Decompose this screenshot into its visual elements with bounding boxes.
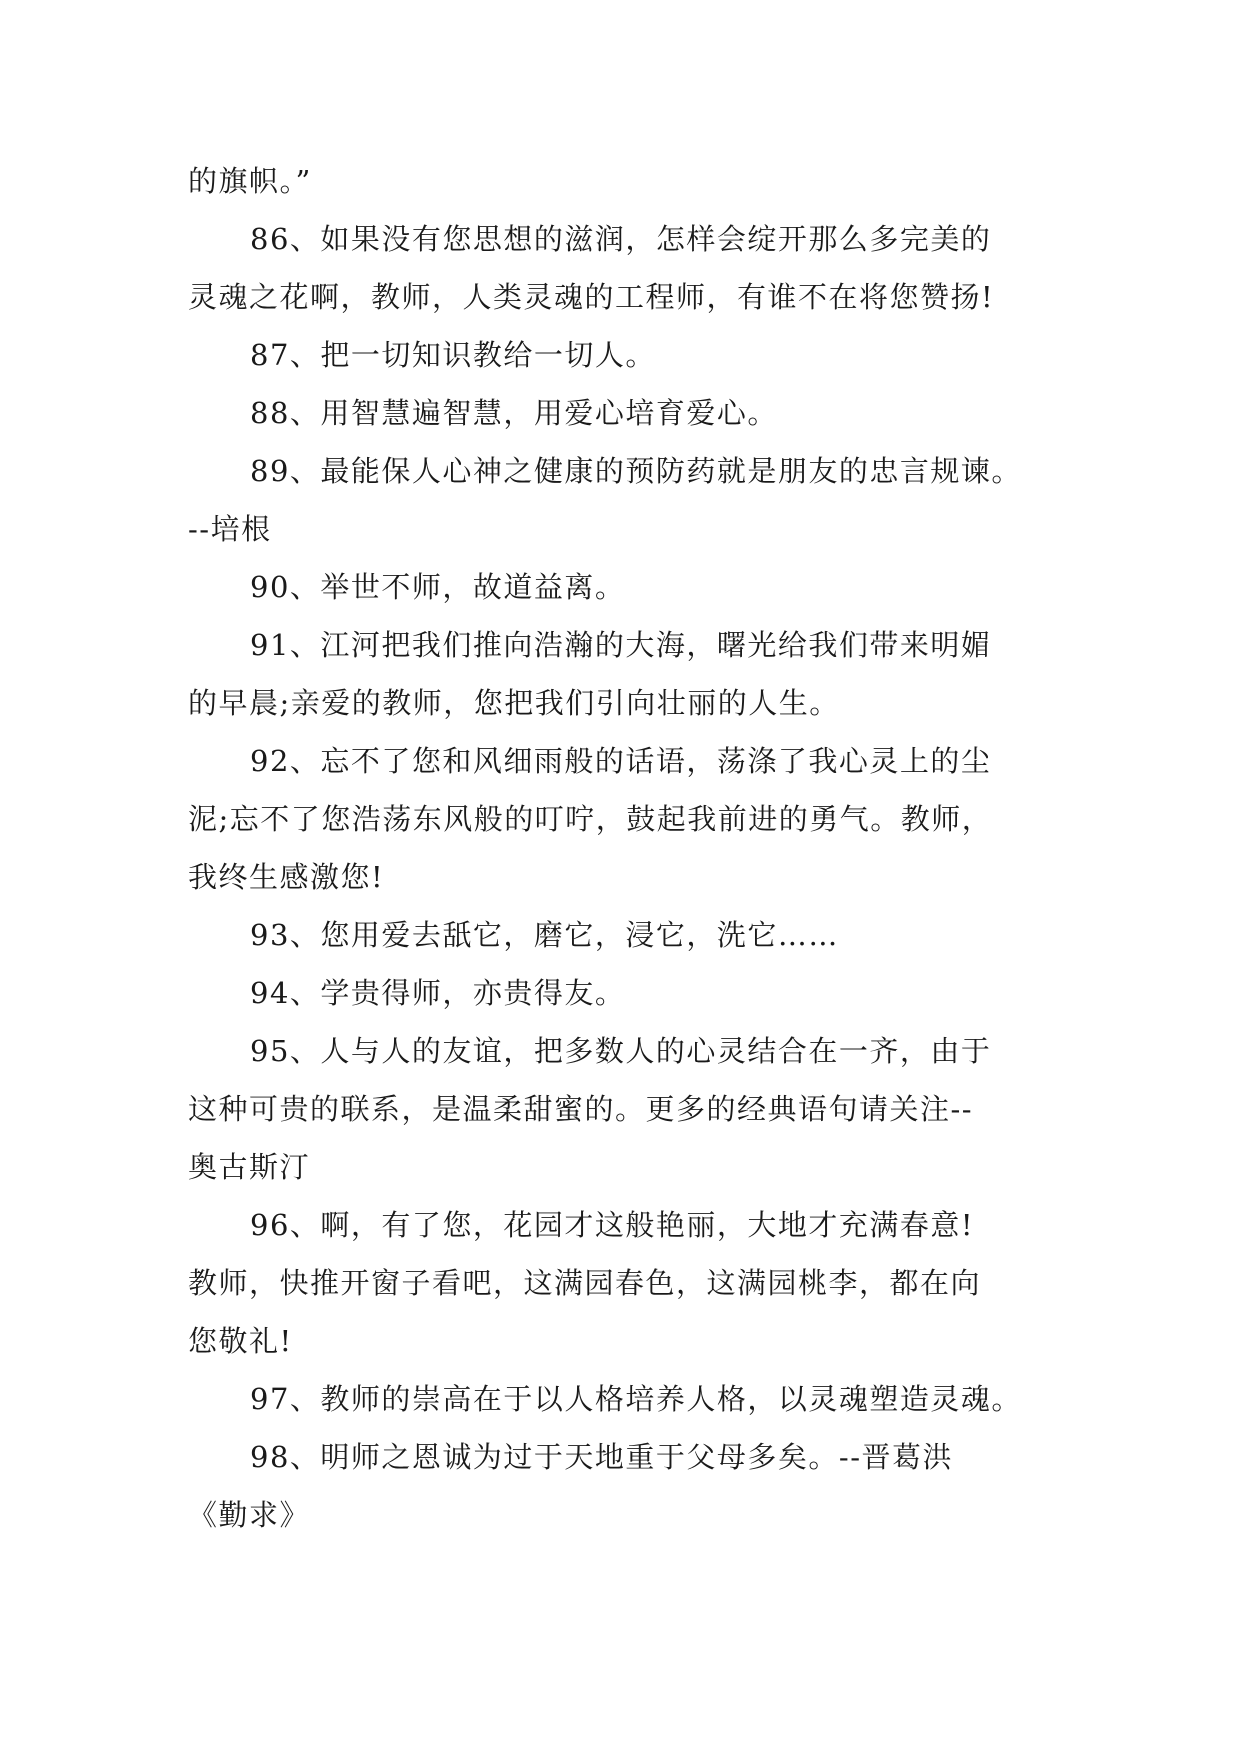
text-line: 98、明师之恩诚为过于天地重于父母多矣。--晋葛洪 (250, 1440, 953, 1474)
text-line: 93、您用爱去舐它，磨它，浸它，洗它…… (250, 918, 839, 952)
text-line: 86、如果没有您思想的滋润，怎样会绽开那么多完美的 (250, 222, 992, 256)
text-line: 的早晨;亲爱的教师，您把我们引向壮丽的人生。 (188, 686, 840, 720)
text-line: 《勤求》 (188, 1498, 311, 1532)
text-line: 您敬礼! (188, 1324, 293, 1358)
text-line: 90、举世不师，故道益离。 (250, 570, 626, 604)
text-line: 这种可贵的联系，是温柔甜蜜的。更多的经典语句请关注-- (188, 1092, 974, 1126)
text-line: 87、把一切知识教给一切人。 (250, 338, 656, 372)
text-line: 的旗帜。” (188, 164, 312, 198)
text-line: 95、人与人的友谊，把多数人的心灵结合在一齐，由于 (250, 1034, 992, 1068)
text-line: --培根 (188, 512, 272, 546)
text-line: 灵魂之花啊，教师，人类灵魂的工程师，有谁不在将您赞扬! (188, 280, 995, 314)
text-line: 89、最能保人心神之健康的预防药就是朋友的忠言规谏。 (250, 454, 1022, 488)
text-line: 97、教师的崇高在于以人格培养人格，以灵魂塑造灵魂。 (250, 1382, 1022, 1416)
text-line: 我终生感激您! (188, 860, 385, 894)
text-line: 奥古斯汀 (188, 1150, 311, 1184)
text-line: 94、学贵得师，亦贵得友。 (250, 976, 626, 1010)
text-line: 教师，快推开窗子看吧，这满园春色，这满园桃李，都在向 (188, 1266, 982, 1300)
text-line: 91、江河把我们推向浩瀚的大海，曙光给我们带来明媚 (250, 628, 992, 662)
document-page (188, 152, 1068, 1544)
text-line: 88、用智慧遍智慧，用爱心培育爱心。 (250, 396, 778, 430)
text-line: 泥;忘不了您浩荡东风般的叮咛，鼓起我前进的勇气。教师， (188, 802, 993, 836)
text-line: 96、啊，有了您，花园才这般艳丽，大地才充满春意! (250, 1208, 975, 1242)
text-line: 92、忘不了您和风细雨般的话语，荡涤了我心灵上的尘 (250, 744, 992, 778)
